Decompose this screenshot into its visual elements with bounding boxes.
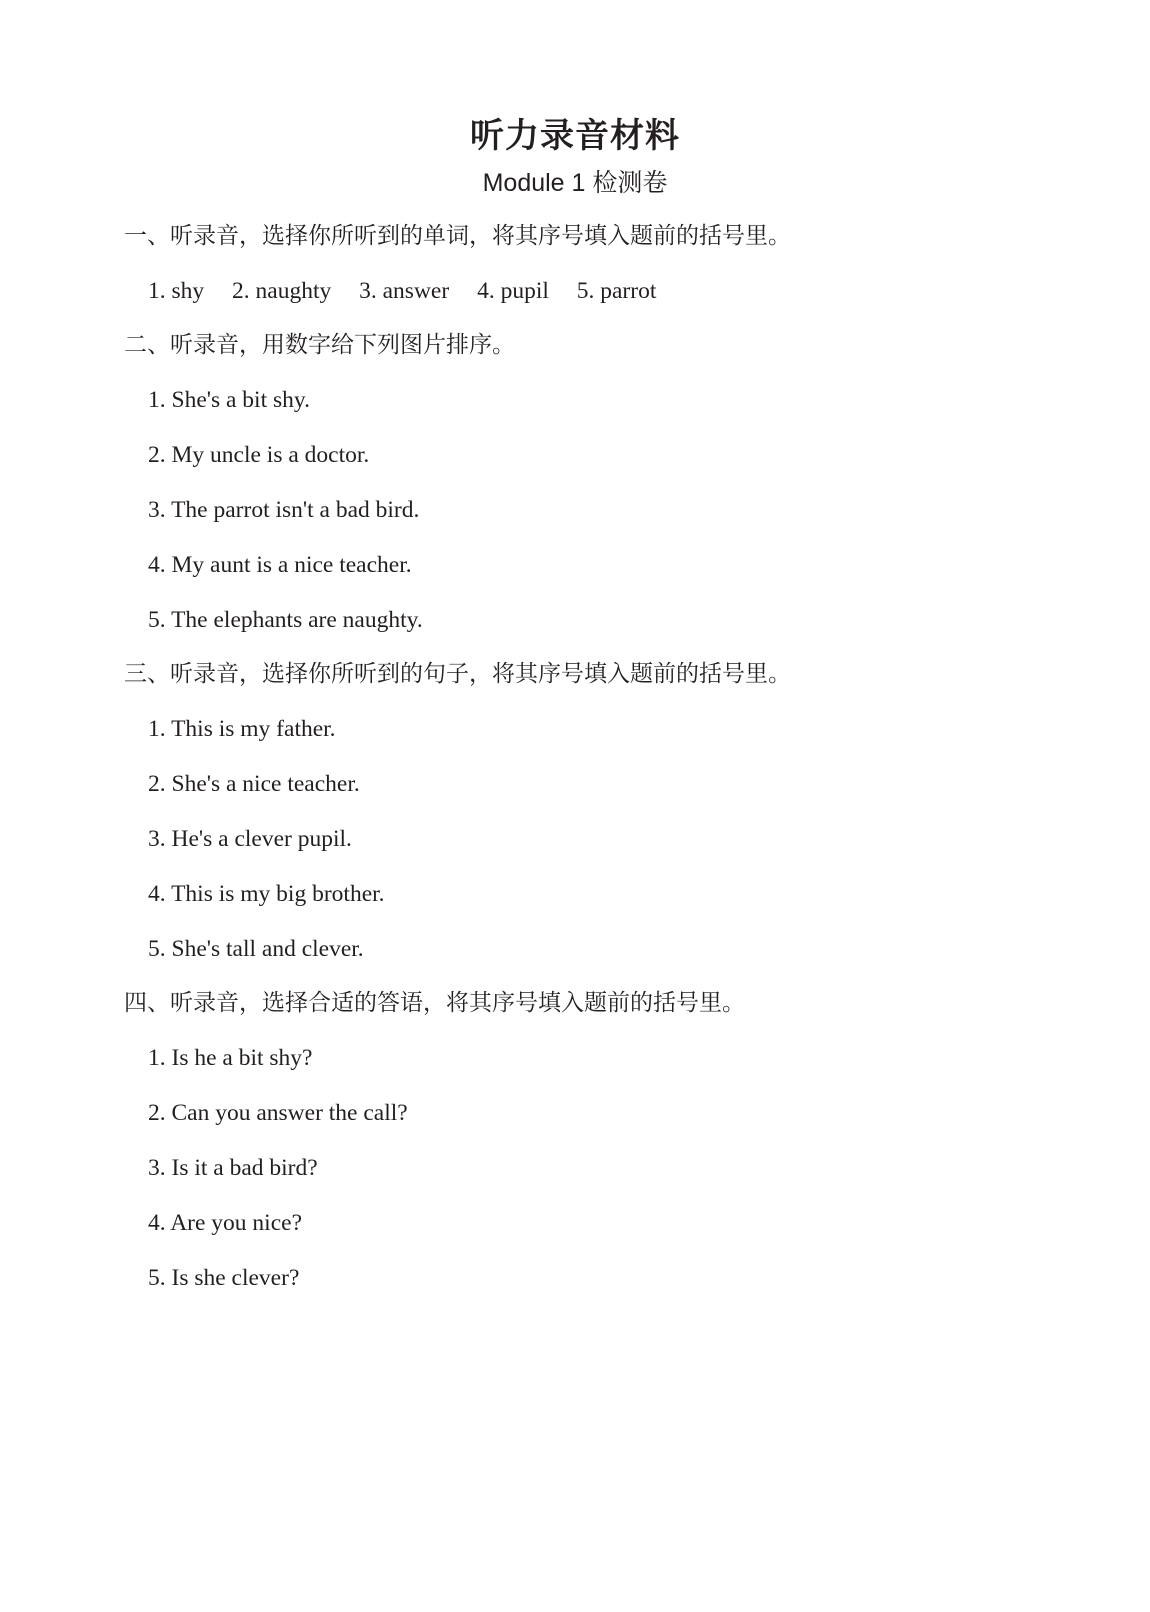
word-item: 4. pupil <box>477 278 549 304</box>
page-subtitle: Module 1 检测卷 <box>482 169 668 197</box>
word-item: 5. parrot <box>576 278 657 304</box>
section-2-heading: 二、听录音，用数字给下列图片排序。 <box>124 332 515 358</box>
list-item: 4. My aunt is a nice teacher. <box>148 552 412 578</box>
list-item: 2. She's a nice teacher. <box>148 771 360 797</box>
list-item: 3. He's a clever pupil. <box>148 826 352 852</box>
list-item: 4. Are you nice? <box>148 1210 303 1236</box>
word-item: 1. shy <box>148 278 205 304</box>
word-item: 3. answer <box>359 278 450 304</box>
list-item: 3. Is it a bad bird? <box>148 1155 318 1181</box>
list-item: 1. Is he a bit shy? <box>148 1045 313 1071</box>
page-title: 听力录音材料 <box>470 116 680 156</box>
list-item: 1. She's a bit shy. <box>148 387 310 413</box>
list-item: 2. Can you answer the call? <box>148 1100 408 1126</box>
section-3-heading: 三、听录音，选择你所听到的句子，将其序号填入题前的括号里。 <box>124 661 791 687</box>
list-item: 1. This is my father. <box>148 716 336 742</box>
section-1-heading: 一、听录音，选择你所听到的单词，将其序号填入题前的括号里。 <box>124 223 791 249</box>
word-item: 2. naughty <box>232 278 332 304</box>
section-4-heading: 四、听录音，选择合适的答语，将其序号填入题前的括号里。 <box>124 990 745 1016</box>
list-item: 5. The elephants are naughty. <box>148 607 423 633</box>
list-item: 4. This is my big brother. <box>148 881 385 907</box>
list-item: 2. My uncle is a doctor. <box>148 442 370 468</box>
list-item: 3. The parrot isn't a bad bird. <box>148 497 420 523</box>
list-item: 5. She's tall and clever. <box>148 936 364 962</box>
section-1-word-list <box>148 273 678 309</box>
list-item: 5. Is she clever? <box>148 1265 300 1291</box>
